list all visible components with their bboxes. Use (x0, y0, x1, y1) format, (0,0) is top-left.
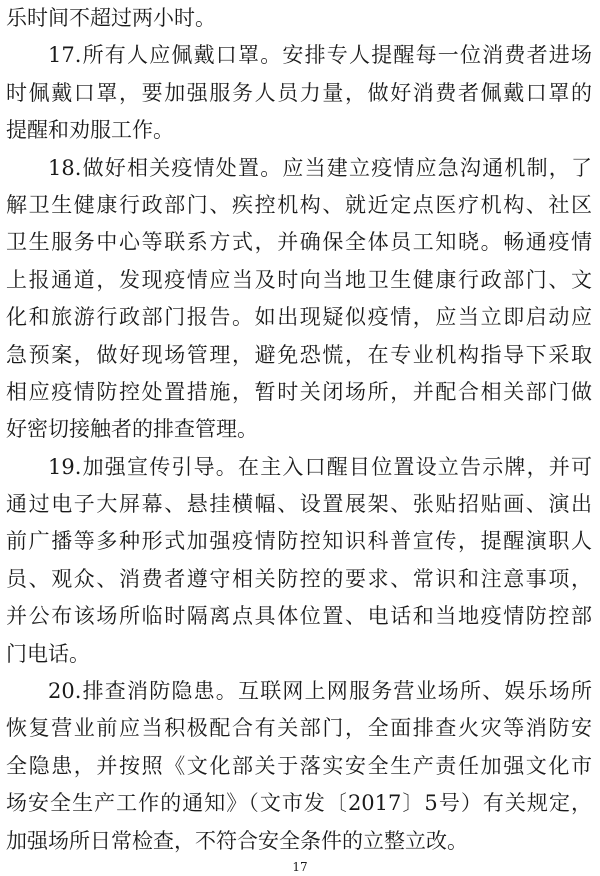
text-line: 化和旅游行政部门报告。如出现疑似疫情，应当立即启动应 (6, 305, 592, 330)
text-line: 员、观众、消费者遵守相关防控的要求、常识和注意事项， (6, 566, 592, 591)
text-line: 解卫生健康行政部门、疾控机构、就近定点医疗机构、社区 (6, 192, 592, 217)
text-line: 加强场所日常检查，不符合安全条件的立整立改。 (6, 828, 468, 853)
text-line: 乐时间不超过两小时。 (6, 6, 216, 30)
text-line: 急预案，做好现场管理，避免恐慌，在专业机构指导下采取 (6, 342, 592, 367)
text-line: 20.排查消防隐患。互联网上网服务营业场所、娱乐场所 (48, 679, 592, 704)
text-line: 时佩戴口罩，要加强服务人员力量，做好消费者佩戴口罩的 (6, 80, 592, 105)
text-line: 18.做好相关疫情处置。应当建立疫情应急沟通机制，了 (48, 155, 592, 180)
text-line: 门电话。 (6, 641, 90, 666)
document-body (6, 0, 592, 860)
text-line: 并公布该场所临时隔离点具体位置、电话和当地疫情防控部 (6, 604, 592, 629)
text-line: 提醒和劝服工作。 (6, 118, 174, 143)
text-line: 17.所有人应佩戴口罩。安排专人提醒每一位消费者进场 (48, 43, 592, 68)
text-line: 场安全生产工作的通知》（文市发〔2017〕5号）有关规定， (6, 791, 592, 816)
text-line: 卫生服务中心等联系方式，并确保全体员工知晓。畅通疫情 (6, 230, 592, 255)
text-line: 通过电子大屏幕、悬挂横幅、设置展架、张贴招贴画、演出 (6, 492, 592, 517)
text-line: 恢复营业前应当积极配合有关部门，全面排查火灾等消防安 (6, 716, 592, 741)
text-line: 相应疫情防控处置措施，暂时关闭场所，并配合相关部门做 (6, 379, 592, 404)
text-line: 19.加强宣传引导。在主入口醒目位置设立告示牌，并可 (48, 454, 592, 479)
text-line: 全隐患，并按照《文化部关于落实安全生产责任加强文化市 (6, 753, 592, 778)
text-line: 好密切接触者的排查管理。 (6, 417, 258, 442)
page-number: 17 (292, 860, 308, 874)
text-line: 上报通道，发现疫情应当及时向当地卫生健康行政部门、文 (6, 267, 592, 292)
text-line: 前广播等多种形式加强疫情防控知识科普宣传，提醒演职人 (6, 529, 592, 554)
